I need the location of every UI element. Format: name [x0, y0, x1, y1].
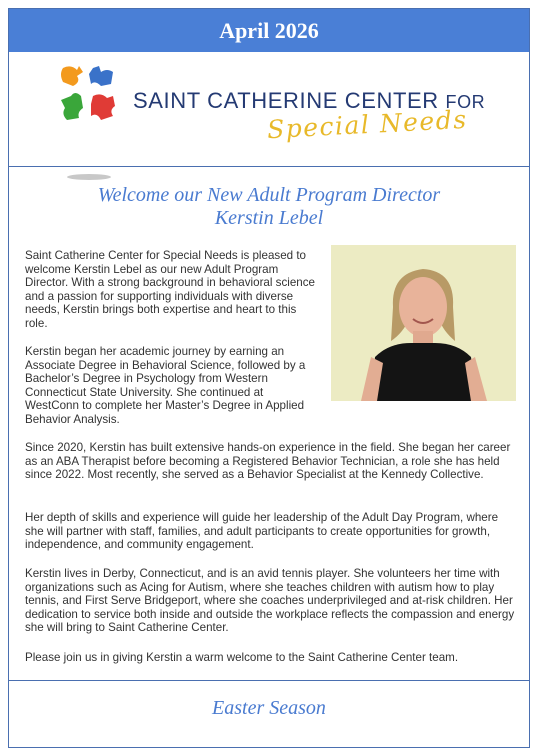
logo-subtitle: Special Needs	[266, 104, 469, 145]
puzzle-logo-icon	[57, 62, 119, 124]
article-heading-line2: Kerstin Lebel	[214, 207, 324, 229]
person-portrait-icon	[331, 245, 516, 401]
article-paragraph-5: Kerstin lives in Derby, Connecticut, and is an avid tennis player. She volunteers her time with organizations such as Acing for Autism, where she teaches children with autism how to play tennis, and First Serve Bridgeport, where she coaches underprivileged and at-risk children. Her dedication to service both inside and outside the workplace reflects the compassion and energy she will bring to Saint Catherine Center.	[25, 567, 515, 635]
article-paragraph-3: Since 2020, Kerstin has built extensive hands-on experience in the field. She began her career as an ABA Therapist before becoming a Registered Behavior Technician, a role she has held since 2022. Most recently, she served as a Behavior Specialist at the Kennedy Collective.	[25, 441, 511, 482]
newsletter-card	[8, 8, 530, 748]
logo-header	[9, 52, 529, 167]
article-paragraph-2: Kerstin began her academic journey by earning an Associate Degree in Behavioral Science, followed by a Bachelor’s Degree in Psychology from Western Connecticut State University. She continued at WestConn to complete her Master’s Degree in Applied Behavior Analysis.	[25, 345, 306, 426]
logo-title-for: FOR	[445, 92, 486, 112]
article-heading	[9, 167, 529, 230]
section-divider	[9, 680, 529, 681]
article-section	[9, 167, 529, 230]
staff-photo	[331, 245, 516, 401]
issue-date: April 2026	[219, 17, 319, 43]
article-heading-line1: Welcome our New Adult Program Director	[97, 184, 441, 206]
easter-heading: Easter Season	[212, 697, 326, 719]
article-paragraph-6: Please join us in giving Kerstin a warm welcome to the Saint Catherine Center team.	[25, 651, 459, 664]
article-paragraph-4: Her depth of skills and experience will guide her leadership of the Adult Day Program, where she will partner with staff, families, and adult participants to create opportunities for growth, independence, and community engagement.	[25, 511, 499, 552]
logo-title-main: SAINT CATHERINE CENTER	[133, 88, 439, 113]
issue-date-banner	[9, 9, 529, 52]
article-paragraph-1: Saint Catherine Center for Special Needs is pleased to welcome Kerstin Lebel as our new Adult Program Director. With a strong background in behavioral science and a passion for supporting individuals with diverse needs, Kerstin brings both expertise and heart to this role.	[25, 249, 315, 330]
